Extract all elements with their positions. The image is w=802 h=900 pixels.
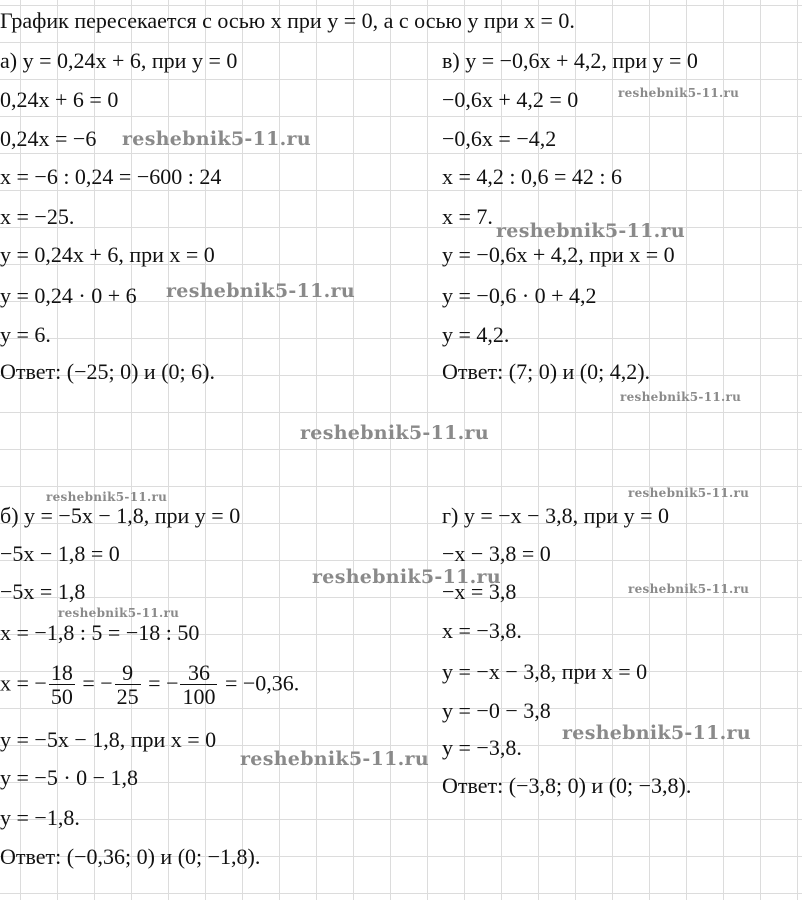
- solution-line: y = 4,2.: [442, 322, 510, 347]
- watermark-text: reshebnik5-11.ru: [312, 566, 501, 588]
- denominator: 50: [50, 684, 73, 709]
- solution-line: x = −1,8 : 5 = −18 : 50: [0, 620, 200, 645]
- denominator: 100: [182, 684, 216, 709]
- watermark-text: reshebnik5-11.ru: [300, 422, 489, 444]
- solution-line: −0,6x = −4,2: [442, 126, 557, 151]
- solution-line: y = 0,24x + 6, при x = 0: [0, 242, 215, 267]
- watermark-text: reshebnik5-11.ru: [628, 486, 750, 500]
- solution-line: −0,6x + 4,2 = 0: [442, 87, 579, 112]
- solution-line: x = −25.: [0, 204, 75, 229]
- solution-line: y = −0,6 · 0 + 4,2: [442, 283, 597, 308]
- answer-line: Ответ: (−0,36; 0) и (0; −1,8).: [0, 844, 261, 869]
- fraction-36-100: [180, 662, 217, 709]
- solution-line: y = −3,8.: [442, 735, 522, 760]
- fraction-result: = −0,36.: [219, 670, 300, 696]
- watermark-text: reshebnik5-11.ru: [620, 390, 742, 404]
- solution-line: x = 4,2 : 0,6 = 42 : 6: [442, 164, 623, 189]
- task-statement: График пересекается с осью x при y = 0, а с осью y при x = 0.: [0, 8, 575, 33]
- watermark-text: reshebnik5-11.ru: [58, 606, 180, 620]
- solution-line: −5x − 1,8 = 0: [0, 541, 120, 566]
- numerator: 18: [50, 660, 73, 685]
- solution-line: y = −0 − 3,8: [442, 698, 551, 723]
- solution-line: 0,24x + 6 = 0: [0, 87, 119, 112]
- solution-line: y = −0,6x + 4,2, при x = 0: [442, 242, 675, 267]
- solution-line: б) y = −5x − 1,8, при y = 0: [0, 503, 241, 528]
- equals-minus: = −: [142, 670, 179, 696]
- watermark-text: reshebnik5-11.ru: [562, 722, 751, 744]
- fraction-18-50: [49, 662, 75, 709]
- solution-line: y = −5x − 1,8, при x = 0: [0, 727, 217, 752]
- solution-line: x = −6 : 0,24 = −600 : 24: [0, 164, 222, 189]
- watermark-text: reshebnik5-11.ru: [496, 220, 685, 242]
- solution-line: −x = 3,8: [442, 579, 517, 604]
- solution-line: г) y = −x − 3,8, при y = 0: [442, 503, 670, 528]
- fraction-9-25: [115, 662, 141, 709]
- watermark-text: reshebnik5-11.ru: [628, 582, 750, 596]
- numerator: 36: [180, 662, 217, 685]
- solution-line: y = 6.: [0, 322, 51, 347]
- solution-line: −5x = 1,8: [0, 579, 86, 604]
- solution-line: y = 0,24 · 0 + 6: [0, 283, 137, 308]
- solution-line: а) y = 0,24x + 6, при y = 0: [0, 48, 238, 73]
- fraction-prefix: x = −: [0, 670, 47, 696]
- equals-minus: = −: [76, 670, 113, 696]
- answer-line: Ответ: (−3,8; 0) и (0; −3,8).: [442, 773, 692, 798]
- watermark-text: reshebnik5-11.ru: [166, 280, 355, 302]
- watermark-text: reshebnik5-11.ru: [122, 128, 311, 150]
- solution-line: x = 7.: [442, 204, 493, 229]
- answer-line: Ответ: (−25; 0) и (0; 6).: [0, 359, 215, 384]
- watermark-text: reshebnik5-11.ru: [618, 86, 740, 100]
- solution-line: x = −3,8.: [442, 618, 522, 643]
- denominator: 25: [116, 684, 139, 709]
- solution-line: в) y = −0,6x + 4,2, при y = 0: [442, 48, 698, 73]
- fraction-equation: [0, 662, 299, 709]
- solution-line: 0,24x = −6: [0, 126, 97, 151]
- solution-line: y = −5 · 0 − 1,8: [0, 765, 139, 790]
- numerator: 9: [115, 662, 141, 685]
- solution-line: y = −x − 3,8, при x = 0: [442, 659, 648, 684]
- solution-line: −x − 3,8 = 0: [442, 541, 551, 566]
- solution-line: y = −1,8.: [0, 805, 80, 830]
- watermark-text: reshebnik5-11.ru: [46, 490, 168, 504]
- watermark-text: reshebnik5-11.ru: [240, 748, 429, 770]
- answer-line: Ответ: (7; 0) и (0; 4,2).: [442, 359, 651, 384]
